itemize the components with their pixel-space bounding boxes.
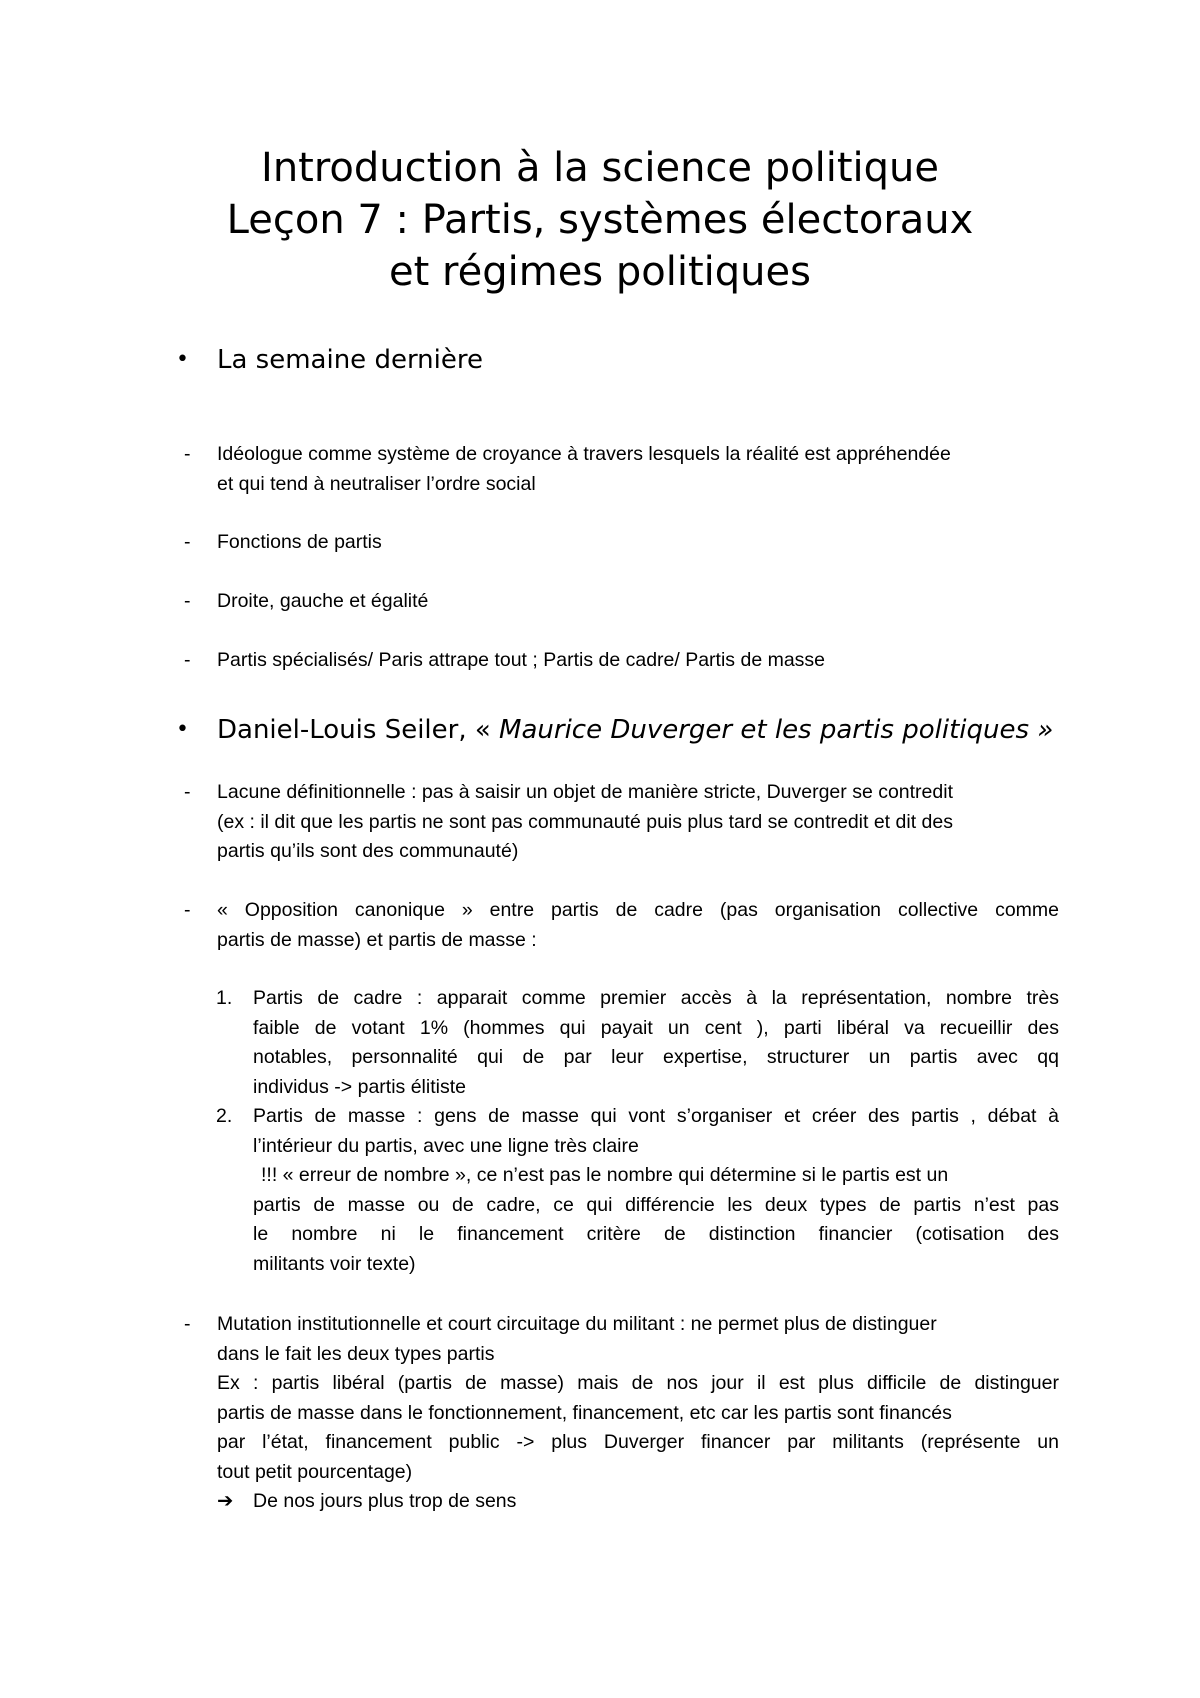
item-line: partis de masse) et partis de masse : — [217, 928, 537, 951]
item-line: Idéologue comme système de croyance à travers lesquels la réalité est appréhendée — [217, 443, 951, 465]
item-line: faible de votant 1% (hommes qui payait un cent ), parti libéral va recueillir des — [253, 1016, 1059, 1039]
dash-marker: - — [184, 443, 191, 465]
dash-marker: - — [184, 590, 191, 612]
item-line: Partis de cadre : apparait comme premier accès à la représentation, nombre très — [253, 987, 1059, 1009]
item-line: et qui tend à neutraliser l’ordre social — [217, 472, 536, 495]
conclusion-text: De nos jours plus trop de sens — [253, 1490, 517, 1512]
item-line: individus -> partis élitiste — [253, 1075, 466, 1098]
document-title — [100, 142, 1100, 298]
arrow-right-icon: ➔ — [217, 1490, 234, 1512]
item-line: Partis de masse : gens de masse qui vont s’organiser et créer des partis , débat à — [253, 1105, 1059, 1127]
item-line: militants voir texte) — [253, 1252, 416, 1275]
title-line-2: Leçon 7 : Partis, systèmes électoraux — [226, 197, 974, 243]
bullet-icon: • — [176, 717, 189, 742]
title-line-1: Introduction à la science politique — [261, 145, 939, 191]
number-marker: 2. — [216, 1105, 233, 1127]
section-heading-text: La semaine dernière — [217, 345, 483, 375]
item-line: « Opposition canonique » entre partis de cadre (pas organisation collective comme — [217, 899, 1059, 921]
item-line: dans le fait les deux types partis — [217, 1342, 495, 1365]
dash-marker: - — [184, 649, 191, 671]
heading-italic-title: Maurice Duverger et les partis politiques » — [499, 715, 1054, 745]
section-heading-text — [217, 714, 1053, 746]
item-line: le nombre ni le financement critère de distinction financier (cotisation des — [253, 1223, 1059, 1245]
item-line: Lacune définitionnelle : pas à saisir un objet de manière stricte, Duverger se contredit — [217, 781, 953, 803]
item-line: par l’état, financement public -> plus Duverger financer par militants (représente un — [217, 1431, 1059, 1453]
item-line: Mutation institutionnelle et court circuitage du militant : ne permet plus de distinguer — [217, 1313, 937, 1335]
title-line-3: et régimes politiques — [389, 249, 811, 295]
number-marker: 1. — [216, 987, 233, 1009]
item-line: tout petit pourcentage) — [217, 1460, 413, 1483]
item-line: partis qu’ils sont des communauté) — [217, 840, 519, 862]
item-line: partis de masse dans le fonctionnement, financement, etc car les partis sont financés — [217, 1401, 952, 1424]
item-line: !!! « erreur de nombre », ce n’est pas le nombre qui détermine si le partis est un — [261, 1164, 949, 1186]
item-line: (ex : il dit que les partis ne sont pas communauté puis plus tard se contredit et dit des — [217, 810, 953, 833]
item-line: Fonctions de partis — [217, 531, 382, 553]
item-line: notables, personnalité qui de par leur expertise, structurer un partis avec qq — [253, 1046, 1059, 1068]
item-line: Partis spécialisés/ Paris attrape tout ; Partis de cadre/ Partis de masse — [217, 649, 826, 671]
dash-marker: - — [184, 531, 191, 553]
item-line: Ex : partis libéral (partis de masse) mais de nos jour il est plus difficile de distinguer — [217, 1372, 1059, 1394]
heading-prefix: Daniel-Louis Seiler, « — [217, 715, 500, 745]
dash-marker: - — [184, 1313, 191, 1335]
item-line: partis de masse ou de cadre, ce qui différencie les deux types de partis n’est pas — [253, 1193, 1059, 1216]
dash-marker: - — [184, 781, 191, 803]
dash-marker: - — [184, 899, 191, 921]
item-line: Droite, gauche et égalité — [217, 590, 429, 612]
item-line: l’intérieur du partis, avec une ligne très claire — [253, 1134, 639, 1157]
bullet-icon: • — [176, 347, 189, 372]
